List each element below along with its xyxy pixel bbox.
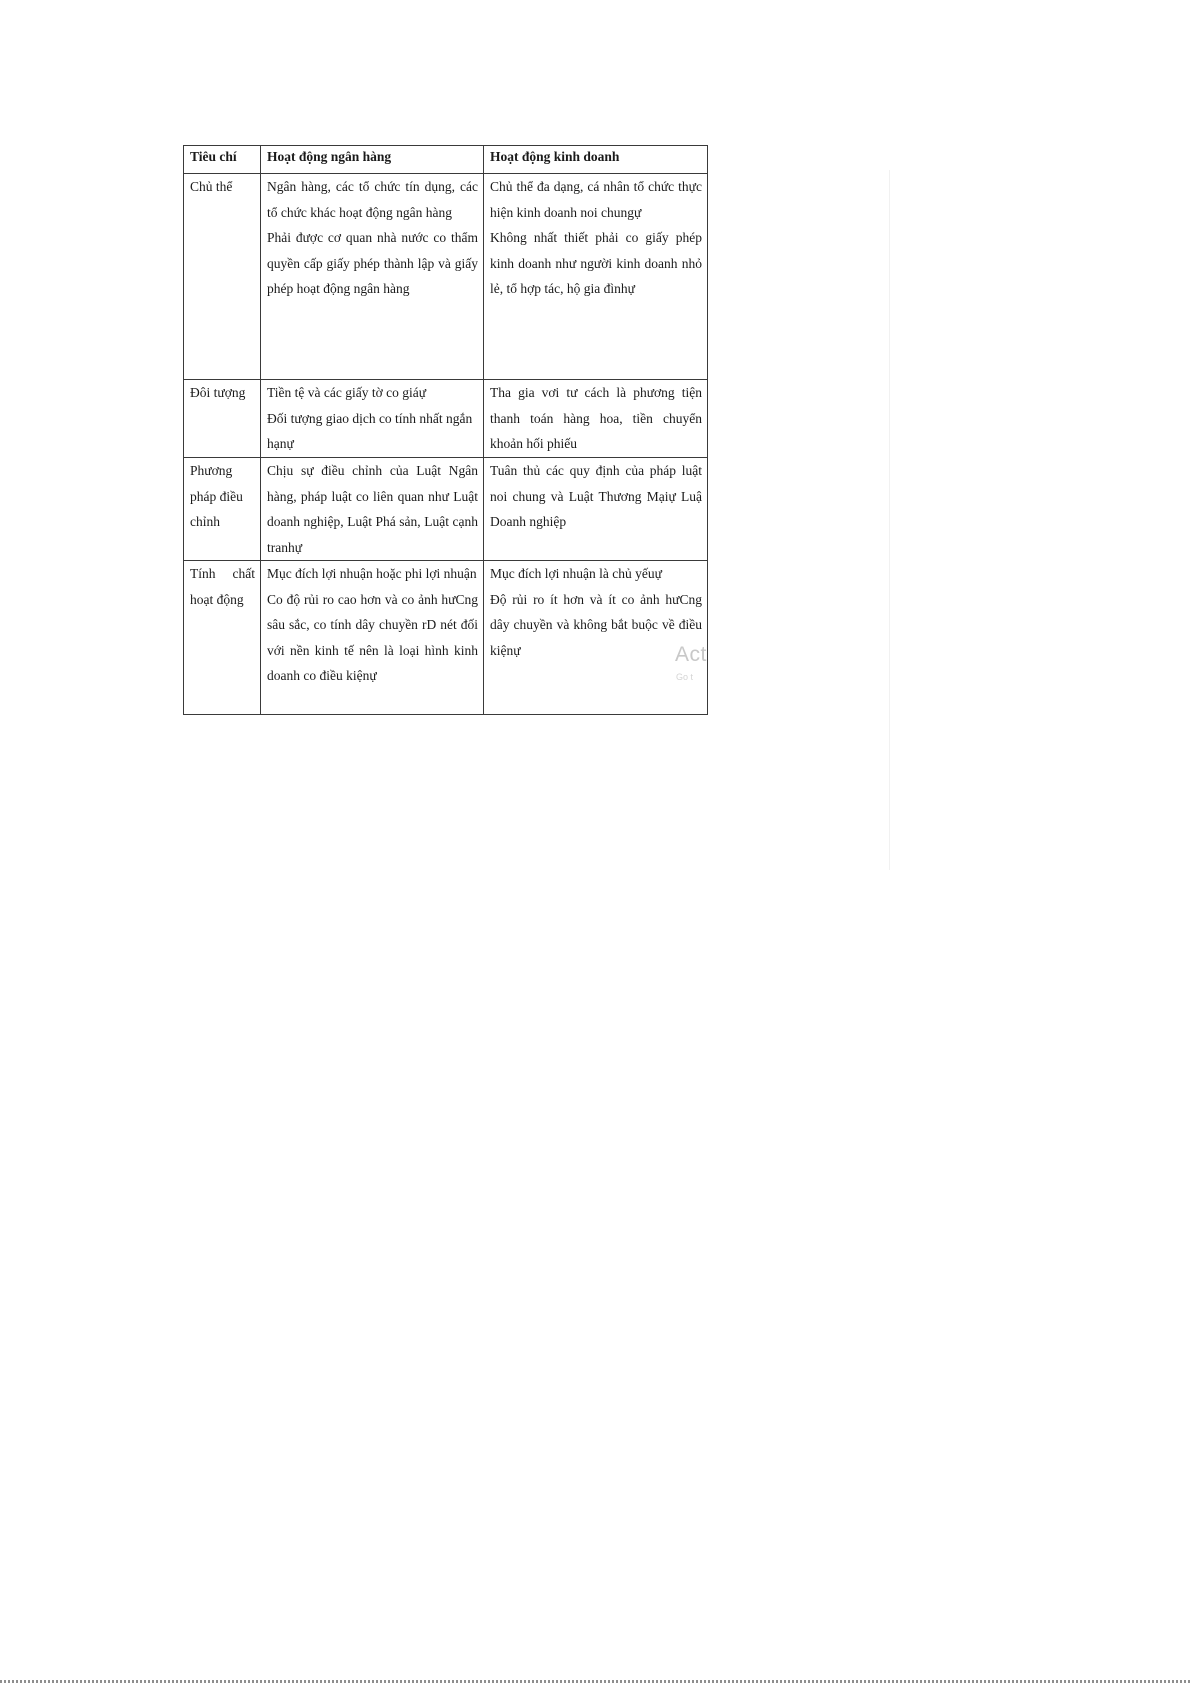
business-cell [484,380,708,458]
criterion-cell [184,561,261,715]
business-text: Chủ thể đa dạng, cá nhân tổ chức thực hiện kinh doanh noi chungự [490,179,702,220]
banking-cell [261,458,484,561]
banking-cell [261,380,484,458]
header-business: Hoạt động kinh doanh [484,146,708,174]
business-cell [484,458,708,561]
criterion-cell [184,458,261,561]
header-banking: Hoạt động ngân hàng [261,146,484,174]
criterion-text: Tính chất hoạt động [190,566,255,607]
comparison-table-container [183,145,707,715]
banking-text: Tiền tệ và các giấy tờ co giáự [267,385,427,400]
activation-watermark-sub: Go t [676,672,694,682]
criterion-text: Phương pháp điều chỉnh [190,463,243,529]
activation-watermark: Act [675,643,707,666]
header-criterion: Tiêu chí [184,146,261,174]
banking-text: Đối tượng giao dịch co tính nhất ngắn hạnự [267,410,473,451]
criterion-cell [184,380,261,458]
table-row [184,174,708,380]
banking-text: Chịu sự điều chỉnh của Luật Ngân hàng, pháp luật co liên quan như Luật doanh nghiệp, Luật Phá sản, Luật cạnh tranhự [267,463,478,555]
criterion-text: Chủ thể [190,179,233,194]
business-text: Tuân thủ các quy định của pháp luật noi chung và Luật Thương Mạiự Luậ Doanh nghiệp [490,463,702,529]
banking-text: Phải được cơ quan nhà nước co thẩm quyền cấp giấy phép thành lập và giấy phép hoạt động ngân hàng [267,230,478,296]
business-cell [484,174,708,380]
business-text: Tha gia vơi tư cách là phương tiện thanh toán hàng hoa, tiền chuyển khoản hối phiếu [490,385,702,451]
table-row [184,380,708,458]
banking-text: Mục đích lợi nhuận hoặc phi lợi nhuận [267,566,477,581]
business-text: Mục đích lợi nhuận là chủ yếuự [490,566,662,581]
business-text: Độ rủi ro ít hơn và ít co ảnh hưCng dây chuyền và không bắt buộc về điều kiệnự [490,591,702,658]
table-header-row [184,146,708,174]
table-row [184,458,708,561]
banking-text: Ngân hàng, các tổ chức tín dụng, các tổ chức khác hoạt động ngân hàng [267,179,478,220]
business-cell [484,561,708,715]
page-edge-line [889,170,890,870]
business-text: Không nhất thiết phải co giấy phép kinh doanh như người kinh doanh nhỏ lẻ, tổ hợp tác, hộ gia đìnhự [490,230,702,296]
comparison-table [183,145,708,715]
criterion-text: Đôi tượng [190,385,246,400]
banking-cell [261,174,484,380]
banking-text: Co độ rủi ro cao hơn và co ảnh hưCng sâu sắc, co tính dây chuyền rD nét đối với nền kinh tế nên là loại hình kinh doanh co điều kiệnự [267,591,478,683]
table-row [184,561,708,715]
banking-cell [261,561,484,715]
criterion-cell [184,174,261,380]
